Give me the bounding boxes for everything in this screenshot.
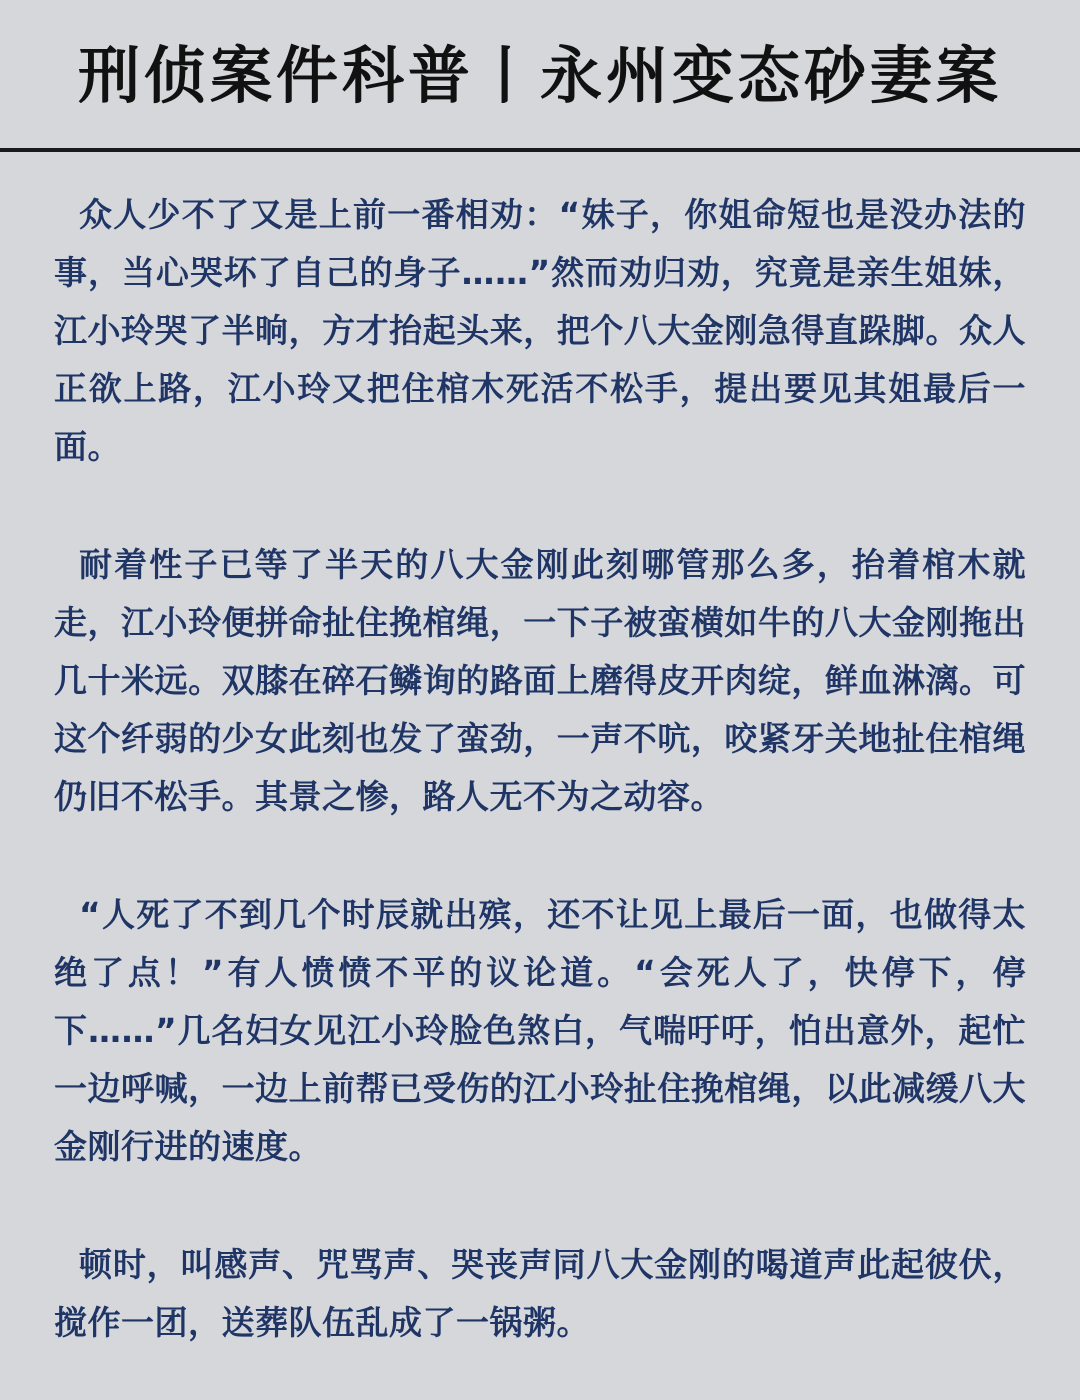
article-body bbox=[54, 186, 1026, 1352]
page-title: 刑侦案件科普丨永州变态砂妻案 bbox=[77, 38, 1002, 112]
paragraph-spacer bbox=[54, 826, 1026, 886]
paragraph-1: 众人少不了又是上前一番相劝：“妹子，你姐命短也是没办法的事，当心哭坏了自己的身子……”然而劝归劝，究竟是亲生姐妹，江小玲哭了半晌，方才抬起头来，把个八大金刚急得直跺脚。众人正欲上路，江小玲又把住棺木死活不松手，提出要见其姐最后一面。 bbox=[54, 195, 1026, 466]
paragraph-2: 耐着性子已等了半天的八大金刚此刻哪管那么多，抬着棺木就走，江小玲便拼命扯住挽棺绳，一下子被蛮横如牛的八大金刚拖出几十米远。双膝在碎石鳞询的路面上磨得皮开肉绽，鲜血淋漓。可这个纤弱的少女此刻也发了蛮劲，一声不吭，咬紧牙关地扯住棺绳仍旧不松手。其景之惨，路人无不为之动容。 bbox=[54, 545, 1026, 816]
header-divider bbox=[0, 148, 1080, 152]
header bbox=[0, 0, 1080, 148]
paragraph-spacer bbox=[54, 476, 1026, 536]
paragraph-4: 顿时，叫感声、咒骂声、哭丧声同八大金刚的喝道声此起彼伏，搅作一团，送葬队伍乱成了一锅粥。 bbox=[54, 1245, 1026, 1342]
paragraph-spacer bbox=[54, 1176, 1026, 1236]
paragraph-3: “人死了不到几个时辰就出殡，还不让见上最后一面，也做得太绝了点！”有人愤愤不平的议论道。“会死人了，快停下，停下……”几名妇女见江小玲脸色煞白，气喘吁吁，怕出意外，起忙一边呼喊，一边上前帮已受伤的江小玲扯住挽棺绳，以此减缓八大金刚行进的速度。 bbox=[54, 895, 1026, 1166]
